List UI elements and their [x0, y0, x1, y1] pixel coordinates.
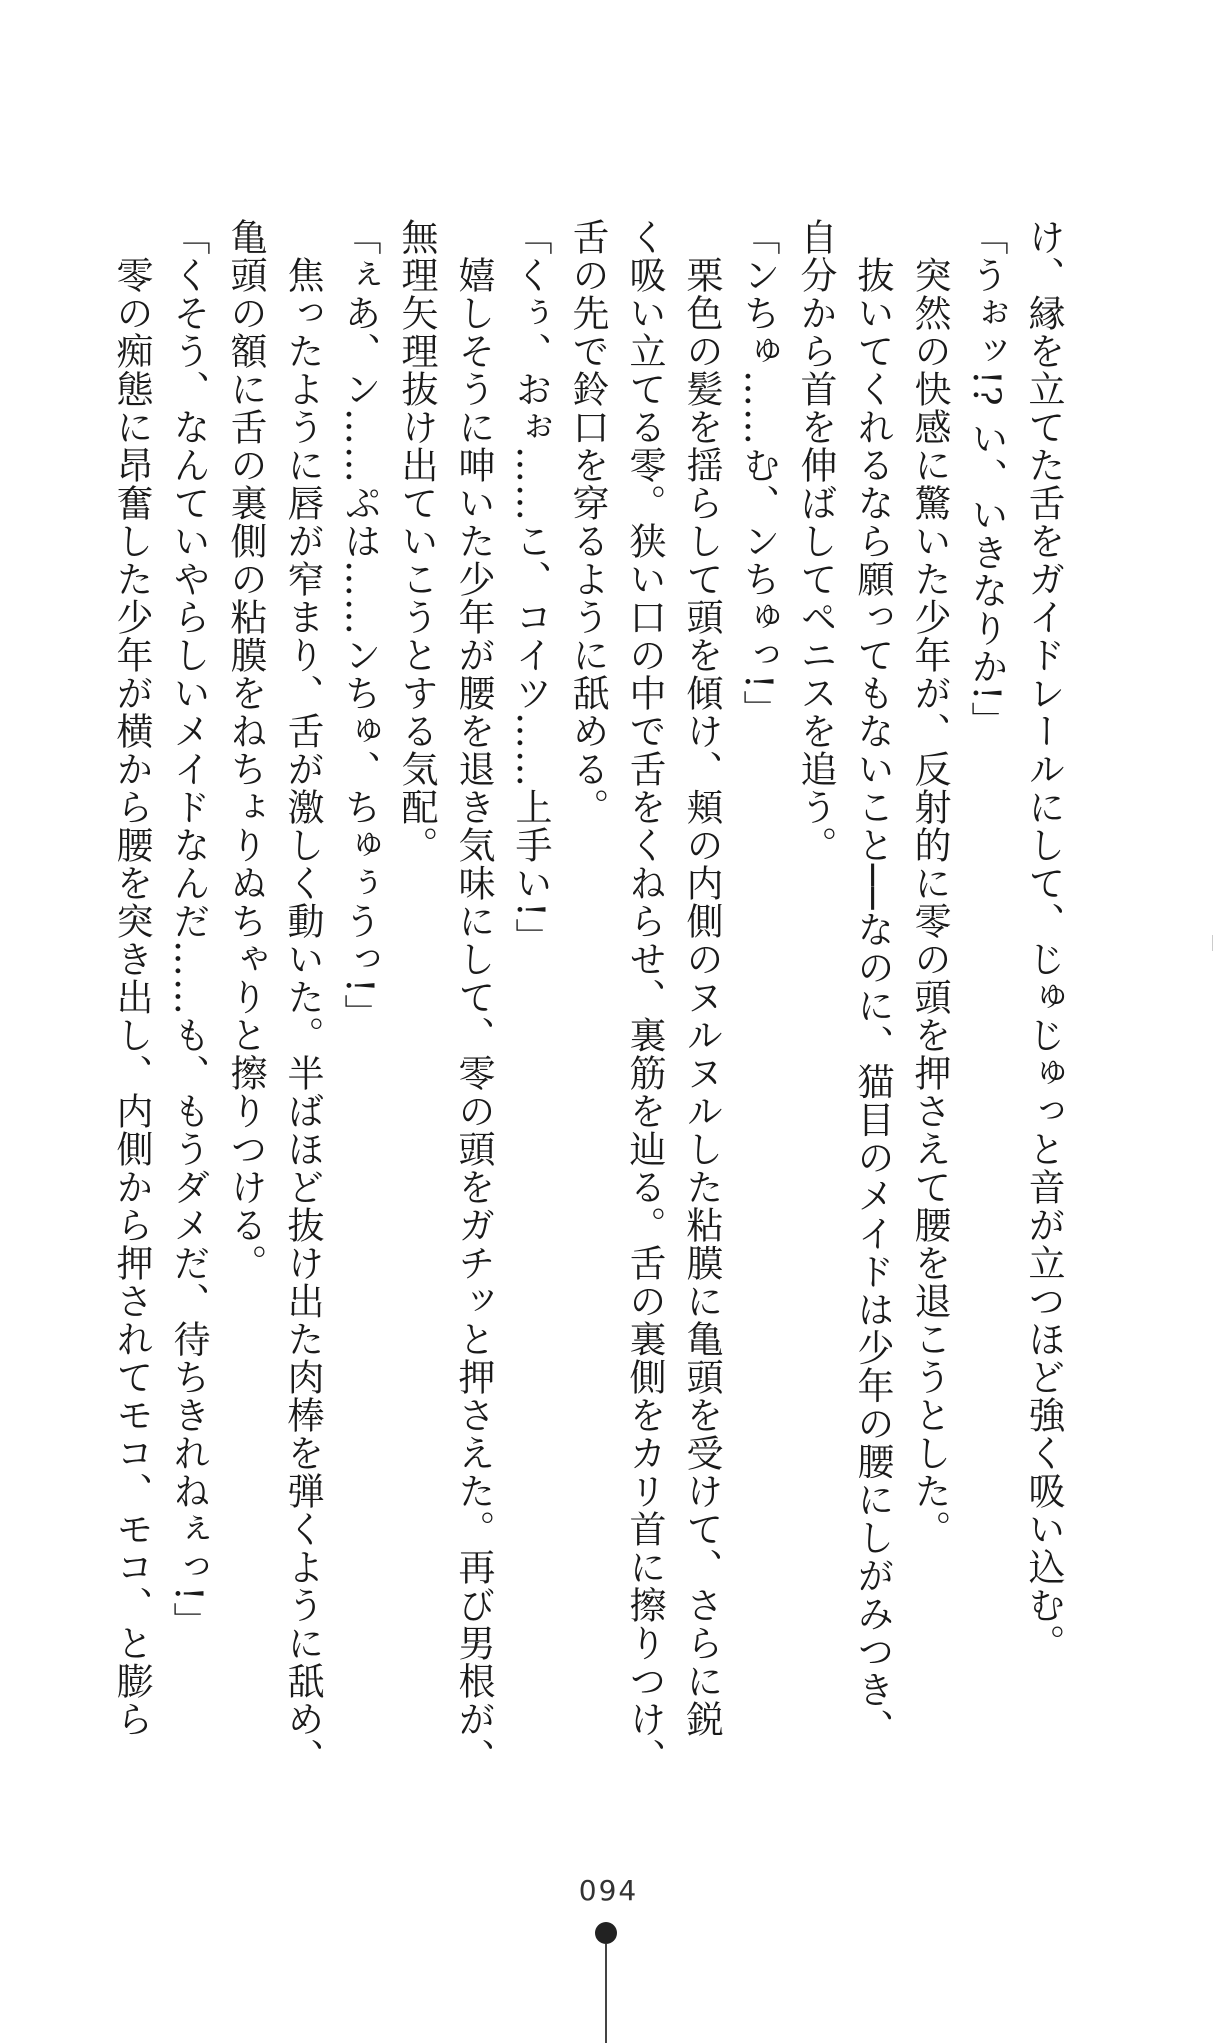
text-line: 自分から首を伸ばしてペニスを追う。 [794, 218, 837, 864]
page-dot-ornament [595, 1922, 617, 1944]
text-line: く吸い立てる零。狭い口の中で舌をくねらせ、裏筋を辿る。舌の裏側をカリ首に擦りつけ、 [623, 218, 666, 1776]
text-line: 栗色の髪を揺らして頭を傾け、頬の内側のヌルヌルした粘膜に亀頭を受けて、さらに鋭 [680, 218, 723, 1738]
text-line: 突然の快感に驚いた少年が、反射的に零の頭を押さえて腰を退こうとした。 [908, 218, 951, 1548]
page-number: 094 [578, 1874, 639, 1907]
text-line: 零の痴態に昂奮した少年が横から腰を突き出し、内側から押されてモコ、モコ、と膨ら [110, 218, 153, 1738]
text-line: 「うぉッ!? い、いきなりか!」 [965, 218, 1008, 740]
text-line: 嬉しそうに呻いた少年が腰を退き気味にして、零の頭をガチッと押さえた。再び男根が、 [452, 218, 495, 1776]
text-line: 亀頭の額に舌の裏側の粘膜をねちょりぬちゃりと擦りつける。 [224, 218, 267, 1282]
text-line: 「くそう、なんていやらしいメイドなんだ……も、もうダメだ、待ちきれねぇっ!」 [167, 218, 210, 1640]
margin-mark [1212, 935, 1213, 951]
text-line: 「くぅ、おぉ……こ、コイツ……上手い!」 [509, 218, 552, 956]
body-text [103, 218, 1072, 1776]
text-line: 焦ったように唇が窄まり、舌が激しく動いた。半ばほど抜け出た肉棒を弾くように舐め、 [281, 218, 324, 1776]
text-line: 無理矢理抜け出ていこうとする気配。 [395, 218, 438, 864]
text-line: 「ンちゅ……む、ンちゅっ!」 [737, 218, 780, 728]
text-line: け、縁を立てた舌をガイドレールにして、じゅじゅっと音が立つほど強く吸い込む。 [1022, 218, 1065, 1662]
page-rule-line [605, 1944, 607, 2043]
text-line: 「ぇあ、ン……ぷは……ンちゅ、ちゅぅうっ!」 [338, 218, 381, 1032]
text-line: 舌の先で鈴口を穿るように舐める。 [566, 218, 609, 826]
text-line: 抜いてくれるなら願ってもないこと──なのに、猫目のメイドは少年の腰にしがみつき、 [851, 218, 894, 1747]
